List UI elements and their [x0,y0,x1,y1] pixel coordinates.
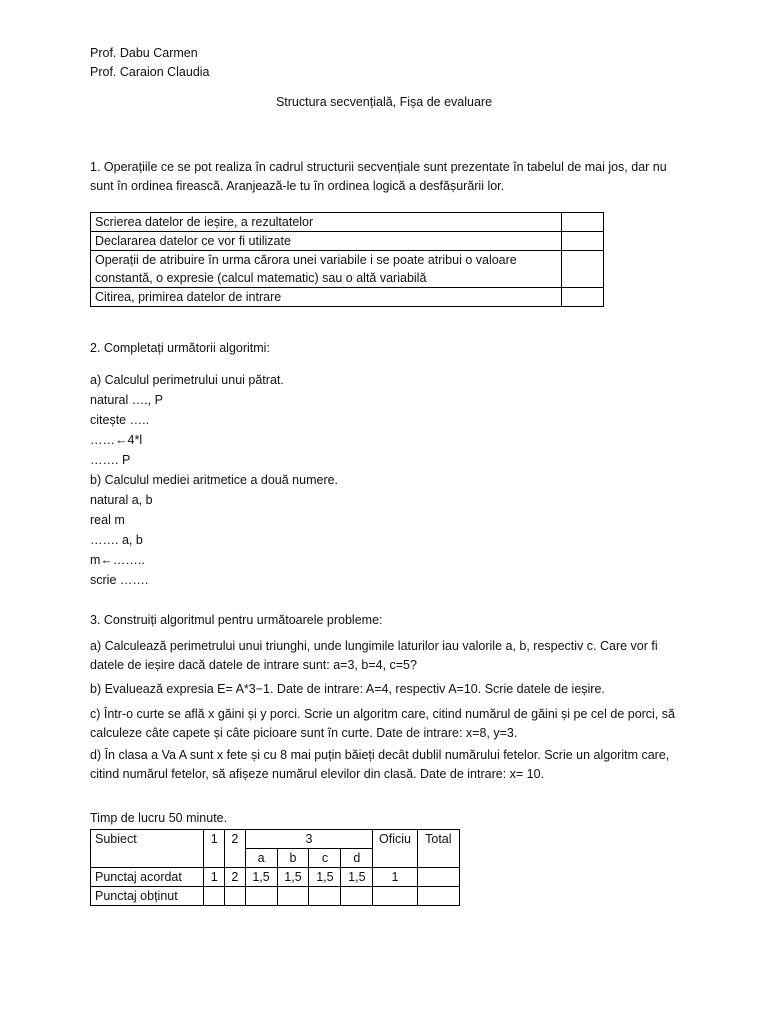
q3-a-text: a) Calculează perimetrului unui triunghi, unde lungimile laturilor iau valorile a, b, respectiv c. Care vor fi datele de ieșire dacă datele de intrare sunt: a=3, b=4, c=5? [90,639,658,672]
grade-cell-empty[interactable] [204,887,225,906]
q3-heading: 3. Construiți algoritmul pentru următoarele probleme: [90,613,383,627]
grade-header-oficiu: Oficiu [373,830,417,868]
grade-cell: 1,5 [341,868,373,887]
grade-header-total: Total [417,830,459,868]
q1-order-cell[interactable] [562,232,604,251]
q2-a-line: natural …., P [90,393,163,407]
q2-b-line: m←…….. [90,553,145,567]
grade-header-row [91,830,460,849]
q2-b-line: real m [90,513,125,527]
author-1: Prof. Dabu Carmen [90,46,198,60]
grade-cell: 1,5 [245,868,277,887]
grade-row-obtained [91,887,460,906]
grade-header-1: 1 [204,830,225,868]
grade-cell: 2 [224,868,245,887]
q2-b-title: b) Calculul mediei aritmetice a două numere. [90,473,339,487]
grade-row-label: Punctaj acordat [91,868,204,887]
grade-row-awarded [91,868,460,887]
q2-a-line: ……←4*l [90,433,143,447]
time-note: Timp de lucru 50 minute. [90,811,228,825]
grade-header-3: 3 [245,830,373,849]
grade-sub-a: a [245,849,277,868]
q1-text-line2: sunt în ordinea firească. Aranjează-le tu în ordinea logică a desfășurării lor. [90,179,505,193]
q2-a-title: a) Calculul perimetrului unui pătrat. [90,373,284,387]
grade-sub-b: b [277,849,309,868]
q1-row [91,251,604,288]
grade-cell-empty[interactable] [277,887,309,906]
q1-text-line1: 1. Operațiile ce se pot realiza în cadrul structurii secvențiale sunt prezentate în tabelul de mai jos, dar nu [90,160,667,174]
q3-c-text: c) Într-o curte se află x găini și y porci. Scrie un algoritm care, citind numărul de găini și pe cel de porci, să calculeze câte capete și câte picioare sunt în curte. Date de intrare: x=8, y=3. [90,707,675,740]
q2-heading: 2. Completați următorii algoritmi: [90,341,270,355]
grade-cell: 1,5 [309,868,341,887]
grade-row-label: Punctaj obținut [91,887,204,906]
grade-cell-empty[interactable] [309,887,341,906]
grade-cell: 1,5 [277,868,309,887]
grade-cell-empty[interactable] [373,887,417,906]
author-2: Prof. Caraion Claudia [90,65,210,79]
q1-order-cell[interactable] [562,288,604,307]
q1-order-cell[interactable] [562,251,604,288]
grade-cell-empty[interactable] [245,887,277,906]
q2-a-line: citește ….. [90,413,150,427]
grade-table [90,829,460,906]
grade-cell: 1 [204,868,225,887]
q2-a-line: ……. P [90,453,131,467]
grade-sub-c: c [309,849,341,868]
grade-cell: 1 [373,868,417,887]
grade-cell-empty[interactable] [224,887,245,906]
page-title: Structura secvențială, Fișa de evaluare [275,95,493,109]
grade-sub-d: d [341,849,373,868]
q1-row-text: Declararea datelor ce vor fi utilizate [91,232,562,251]
q1-row [91,232,604,251]
q2-b-line: scrie ……. [90,573,149,587]
q1-row [91,288,604,307]
q1-row-text: Operații de atribuire în urma cărora unei variabile i se poate atribui o valoare constantă, o expresie (calcul matematic) sau o altă variabilă [91,251,562,288]
grade-cell-empty[interactable] [417,887,459,906]
q3-b-text: b) Evaluează expresia E= A*3−1. Date de intrare: A=4, respectiv A=10. Scrie datele de ieșire. [90,682,605,696]
q2-b-line: natural a, b [90,493,153,507]
grade-cell-empty[interactable] [341,887,373,906]
q1-table [90,212,604,307]
grade-header-subject: Subiect [91,830,204,868]
q1-row [91,213,604,232]
q3-d-text: d) În clasa a Va A sunt x fete și cu 8 mai puțin băieți decât dublil numărului fetelor. Scrie un algoritm care, citind numărul fetelor, să afișeze numărul elevilor din clasă. Date de intrare: x= 10. [90,748,670,781]
q2-b-line: ……. a, b [90,533,143,547]
grade-header-2: 2 [224,830,245,868]
q1-order-cell[interactable] [562,213,604,232]
q1-row-text: Scrierea datelor de ieșire, a rezultatelor [91,213,562,232]
grade-cell-total[interactable] [417,868,459,887]
q1-row-text: Citirea, primirea datelor de intrare [91,288,562,307]
